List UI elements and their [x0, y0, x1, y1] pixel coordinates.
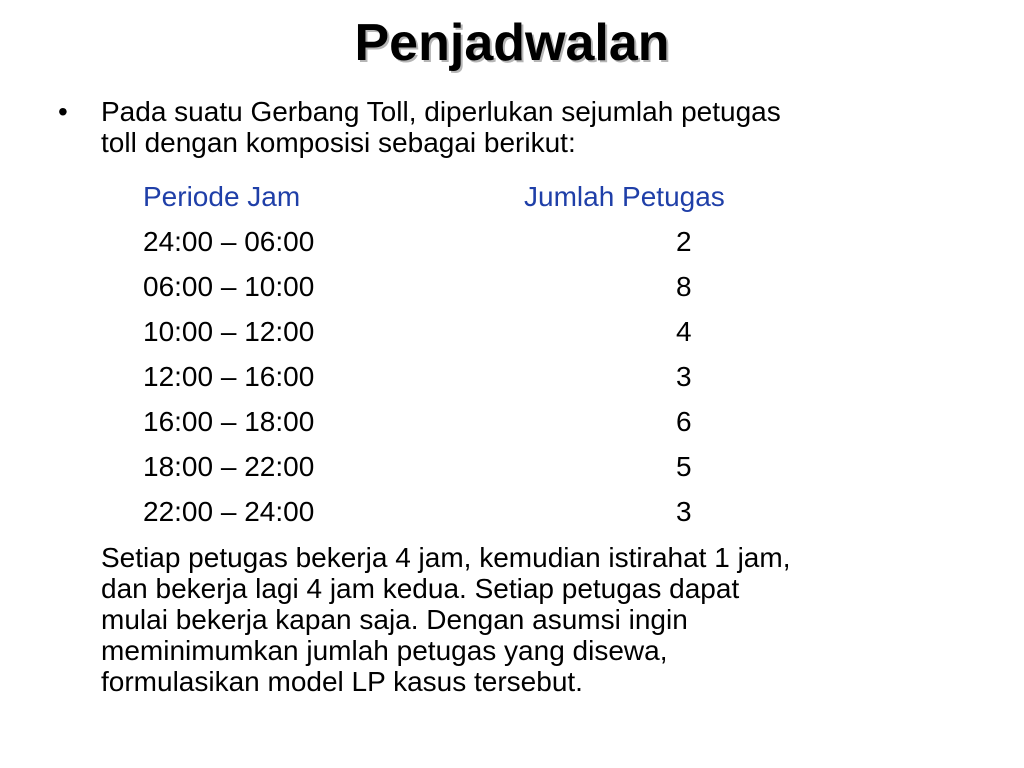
header-count: Jumlah Petugas: [524, 181, 725, 212]
table-row: [143, 444, 784, 489]
period-cell: 18:00 – 22:00: [143, 451, 315, 482]
header-period: Periode Jam: [143, 181, 301, 212]
period-cell: 10:00 – 12:00: [143, 316, 315, 347]
period-cell: 24:00 – 06:00: [143, 226, 315, 257]
table-row: [143, 309, 784, 354]
table-row: [143, 264, 784, 309]
slide-title: Penjadwalan: [354, 14, 670, 72]
period-cell: 12:00 – 16:00: [143, 361, 315, 392]
count-cell: 4: [676, 316, 692, 347]
table-header-row: [143, 174, 784, 219]
count-cell: 3: [676, 496, 692, 527]
count-cell: 5: [676, 451, 692, 482]
table-row: [143, 399, 784, 444]
count-cell: 8: [676, 271, 692, 302]
table-row: [143, 219, 784, 264]
period-cell: 16:00 – 18:00: [143, 406, 315, 437]
period-cell: 06:00 – 10:00: [143, 271, 315, 302]
table-row: [143, 354, 784, 399]
period-cell: 22:00 – 24:00: [143, 496, 315, 527]
closing-paragraph: Setiap petugas bekerja 4 jam, kemudian istirahat 1 jam, dan bekerja lagi 4 jam kedua. Setiap petugas dapat mulai bekerja kapan saja. Dengan asumsi ingin meminimumkan jumlah petugas yang disewa, formulasikan model LP kasus tersebut.: [101, 542, 791, 697]
intro-text: Pada suatu Gerbang Toll, diperlukan sejumlah petugas toll dengan komposisi sebagai berikut:: [101, 96, 781, 158]
count-cell: 2: [676, 226, 692, 257]
count-cell: 6: [676, 406, 692, 437]
schedule-table: [143, 174, 784, 534]
table-row: [143, 489, 784, 534]
bullet-marker: •: [58, 96, 68, 127]
intro-bullet: [58, 96, 978, 158]
count-cell: 3: [676, 361, 692, 392]
